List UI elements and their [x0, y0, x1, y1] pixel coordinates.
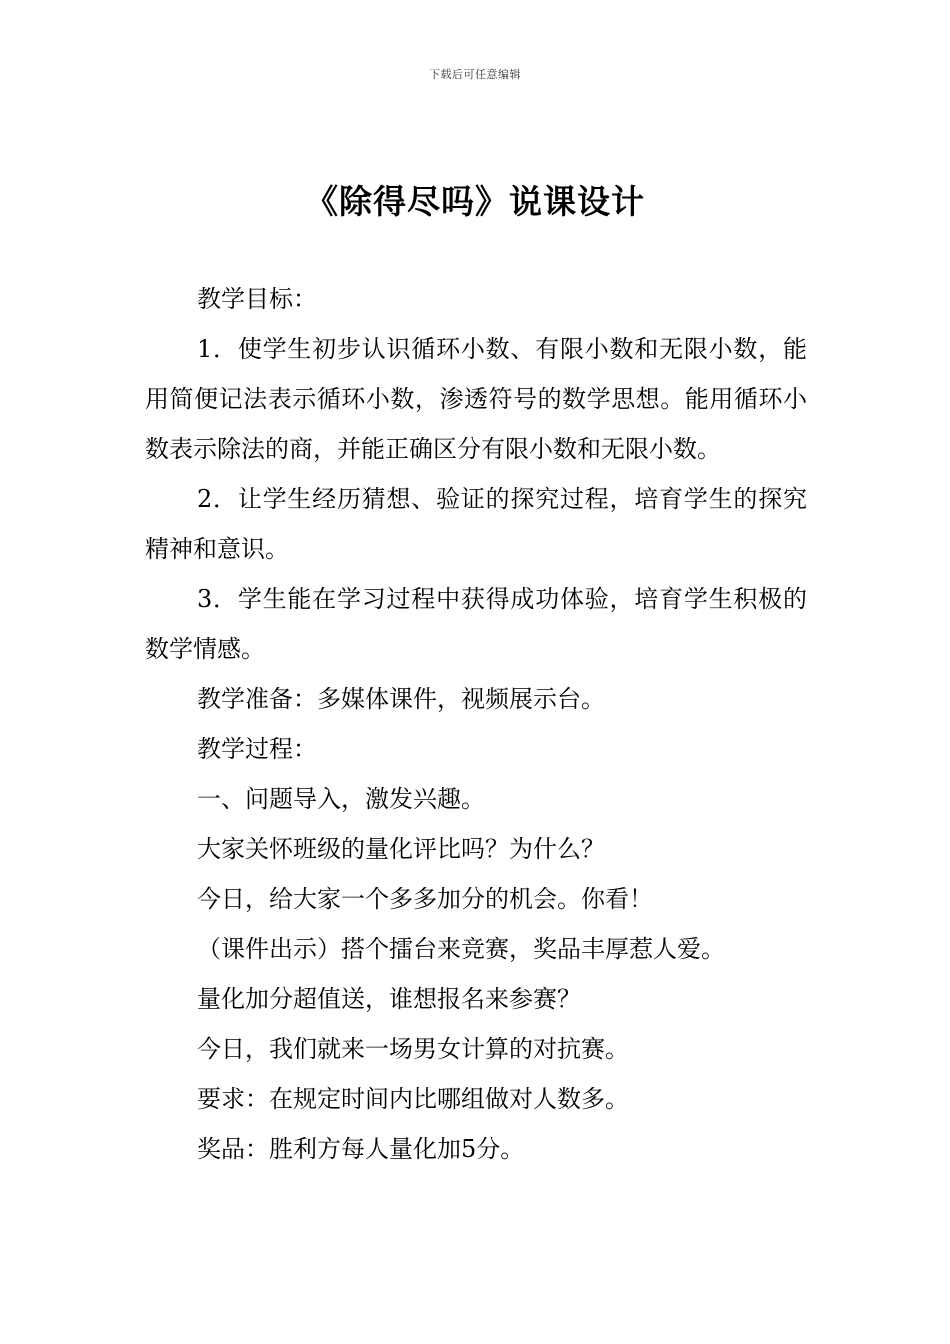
paragraph-prize: 奖品：胜利方每人量化加5分。: [197, 1135, 525, 1163]
paragraph-courseware: （课件出示）搭个擂台来竞赛，奖品丰厚惹人爱。: [197, 935, 725, 963]
paragraph-question: 大家关怀班级的量化评比吗？为什么？: [197, 835, 605, 863]
paragraph-preparation: 教学准备：多媒体课件，视频展示台。: [197, 685, 605, 713]
paragraph-goal-3: 3．学生能在学习过程中获得成功体验，培育学生积极的数学情感。: [145, 585, 807, 663]
header-note: 下载后可任意编辑: [429, 68, 521, 81]
paragraph-opportunity: 今日，给大家一个多多加分的机会。你看！: [197, 885, 653, 913]
paragraph-goal-2: 2．让学生经历猜想、验证的探究过程，培育学生的探究精神和意识。: [145, 485, 807, 563]
paragraph-contest: 今日，我们就来一场男女计算的对抗赛。: [197, 1035, 629, 1063]
paragraph-process-heading: 教学过程：: [197, 735, 317, 763]
paragraph-section-1: 一、问题导入，激发兴趣。: [197, 785, 485, 813]
document-body: [145, 274, 807, 1174]
paragraph-bonus: 量化加分超值送，谁想报名来参赛？: [197, 985, 581, 1013]
paragraph-requirement: 要求：在规定时间内比哪组做对人数多。: [197, 1085, 629, 1113]
document-title: 《除得尽吗》说课设计: [305, 182, 645, 221]
paragraph-goal-1: 1．使学生初步认识循环小数、有限小数和无限小数，能用简便记法表示循环小数，渗透符号的数学思想。能用循环小数表示除法的商，并能正确区分有限小数和无限小数。: [145, 335, 807, 463]
paragraph-goals-heading: 教学目标：: [197, 285, 317, 313]
